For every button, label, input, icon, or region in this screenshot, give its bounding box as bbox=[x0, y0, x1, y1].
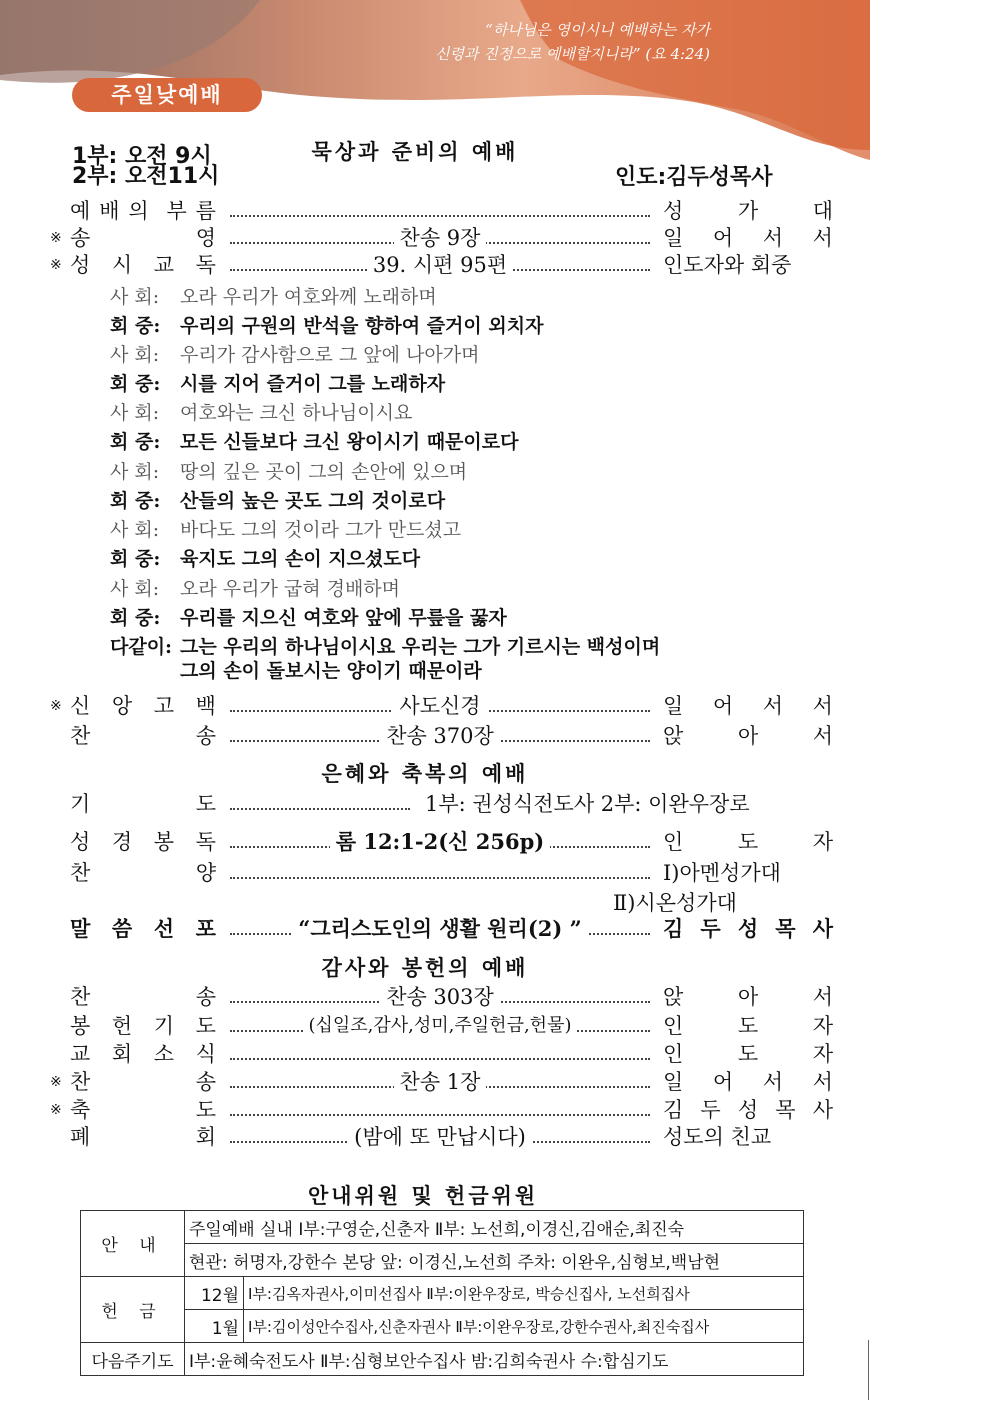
month-1: 12월 bbox=[185, 1277, 244, 1310]
row-middle: 찬송 1장 bbox=[230, 1068, 650, 1096]
guide-row1: 주일예배 실내 Ⅰ부:구영순,신춘자 Ⅱ부: 노선희,이경신,김애순,최진숙 bbox=[185, 1211, 804, 1244]
responsive-line: 다같이: 그는 우리의 하나님이시요 우리는 그가 기르시는 백성이며 bbox=[110, 636, 661, 658]
row-label: 교 회 소 식 bbox=[70, 1042, 216, 1066]
stand-mark: ※ bbox=[50, 230, 62, 246]
row-label: 폐 회 bbox=[70, 1125, 216, 1149]
responsive-line: 회 중: 우리를 지으신 여호와 앞에 무릎을 꿇자 bbox=[110, 607, 507, 629]
order-row-hymn1 bbox=[50, 224, 833, 252]
row-right: 김 두 성 목 사 bbox=[663, 916, 833, 941]
order-row-anthem bbox=[50, 859, 790, 887]
dot-leader bbox=[230, 1096, 650, 1116]
service-time-first: 1부: 오전 9시 bbox=[72, 144, 212, 169]
row-middle: 찬송 9장 bbox=[230, 224, 650, 252]
row-label: 찬 송 bbox=[70, 985, 216, 1009]
row-label: 성 경 봉 독 bbox=[70, 830, 216, 854]
row-label: 찬 송 bbox=[70, 724, 216, 748]
row-right: 성 가 대 bbox=[663, 199, 833, 223]
row-label: 성 시 교 독 bbox=[70, 253, 216, 277]
responsive-line: 사 회: 오라 우리가 굽혀 경배하며 bbox=[110, 578, 401, 600]
table-row bbox=[81, 1310, 804, 1343]
order-row-offering bbox=[50, 1012, 833, 1040]
stand-mark: ※ bbox=[50, 1102, 62, 1118]
responsive-line: 회 중: 산들의 높은 곳도 그의 것이로다 bbox=[110, 490, 446, 512]
row-label: 신 앙 고 백 bbox=[70, 694, 216, 718]
table-row bbox=[81, 1244, 804, 1277]
row-middle: (밤에 또 만납시다) bbox=[230, 1123, 650, 1151]
row-middle: 1부: 권성식전도사 2부: 이완우장로 bbox=[425, 792, 750, 816]
responsive-line: 사 회: 오라 우리가 여호와께 노래하며 bbox=[110, 286, 437, 308]
bible-quote-line2: 신령과 진정으로 예배할지니라” (요 4:24) bbox=[435, 45, 710, 63]
responsive-line: 회 중: 우리의 구원의 반석을 향하여 즐거이 외치자 bbox=[110, 315, 544, 337]
service-leader: 인도:김두성목사 bbox=[615, 165, 773, 190]
page-edge-line bbox=[868, 1340, 869, 1400]
row-middle: 사도신경 bbox=[230, 692, 650, 720]
responsive-line: 사 회: 우리가 감사함으로 그 앞에 나아가며 bbox=[110, 344, 480, 366]
guide-row2: 현관: 허명자,강한수 본당 앞: 이경신,노선희 주차: 이완우,심형보,백남현 bbox=[185, 1244, 804, 1277]
row-label: 봉 헌 기 도 bbox=[70, 1014, 216, 1038]
committee-table bbox=[80, 1210, 804, 1376]
order-row-creed bbox=[50, 692, 833, 720]
month-1-text: Ⅰ부:김옥자권사,이미선집사 Ⅱ부:이완우장로, 박승신집사, 노선희집사 bbox=[244, 1277, 804, 1310]
order-row-news bbox=[50, 1040, 833, 1068]
order-row-blessing bbox=[50, 1096, 833, 1124]
row-middle: 39. 시편 95편 bbox=[230, 251, 650, 279]
row-label: 말 씀 선 포 bbox=[70, 916, 216, 941]
month-2: 1월 bbox=[185, 1310, 244, 1343]
stand-mark: ※ bbox=[50, 698, 62, 714]
stand-mark: ※ bbox=[50, 1074, 62, 1090]
order-row-hymn3 bbox=[50, 983, 833, 1011]
row-label: 찬 송 bbox=[70, 1070, 216, 1094]
row-label: 축 도 bbox=[70, 1098, 216, 1122]
row-right: 일 어 서 서 bbox=[663, 694, 833, 718]
section-title-3: 감사와 봉헌의 예배 bbox=[321, 956, 529, 980]
guide-label: 안 내 bbox=[81, 1211, 185, 1277]
anthem-choir-2: Ⅱ)시온성가대 bbox=[613, 891, 737, 915]
row-middle: 롬 12:1-2(신 256p) bbox=[230, 828, 650, 856]
row-middle: 찬송 303장 bbox=[230, 983, 650, 1011]
row-right: 성도의 친교 bbox=[663, 1125, 772, 1149]
responsive-line: 회 중: 시를 지어 즐거이 그를 노래하자 bbox=[110, 373, 446, 395]
stand-mark: ※ bbox=[50, 257, 62, 273]
order-row-closing bbox=[50, 1123, 790, 1151]
row-middle: “그리스도인의 생활 원리(2) ” bbox=[230, 915, 650, 943]
row-right: Ⅰ)아멘성가대 bbox=[663, 861, 781, 885]
dot-leader bbox=[230, 197, 650, 217]
responsive-line: 사 회: 여호와는 크신 하나님이시요 bbox=[110, 402, 413, 424]
section-title-1: 묵상과 준비의 예배 bbox=[311, 140, 519, 164]
prayer-text: Ⅰ부:윤혜숙전도사 Ⅱ부:심형보안수집사 밤:김희숙권사 수:합심기도 bbox=[185, 1343, 804, 1376]
row-middle: 찬송 370장 bbox=[230, 722, 650, 750]
row-right: 앉 아 서 bbox=[663, 985, 833, 1009]
row-label: 찬 양 bbox=[70, 861, 216, 885]
order-row-sermon bbox=[50, 915, 833, 943]
row-label: 기 도 bbox=[70, 792, 216, 816]
dot-leader bbox=[230, 859, 650, 879]
month-2-text: Ⅰ부:김이성안수집사,신춘자권사 Ⅱ부:이완우장로,강한수권사,최진숙집사 bbox=[244, 1310, 804, 1343]
table-row bbox=[81, 1277, 804, 1310]
order-row-call bbox=[50, 197, 833, 225]
row-right: 인 도 자 bbox=[663, 1042, 833, 1066]
row-right: 인 도 자 bbox=[663, 830, 833, 854]
offering-label: 헌 금 bbox=[81, 1277, 185, 1343]
worship-badge: 주일낮예배 bbox=[72, 78, 262, 112]
responsive-line: 사 회: 바다도 그의 것이라 그가 만드셨고 bbox=[110, 519, 462, 541]
table-row bbox=[81, 1211, 804, 1244]
section-title-2: 은혜와 축복의 예배 bbox=[321, 762, 529, 786]
row-middle: (십일조,감사,성미,주일헌금,헌물) bbox=[230, 1012, 650, 1040]
responsive-line: 회 중: 육지도 그의 손이 지으셨도다 bbox=[110, 548, 421, 570]
responsive-line: 회 중: 모든 신들보다 크신 왕이시기 때문이로다 bbox=[110, 431, 519, 453]
row-right: 일 어 서 서 bbox=[663, 1070, 833, 1094]
order-row-scripture bbox=[50, 828, 833, 856]
responsive-line: 사 회: 땅의 깊은 곳이 그의 손안에 있으며 bbox=[110, 461, 468, 483]
row-right: 인 도 자 bbox=[663, 1014, 833, 1038]
responsive-line: 그의 손이 돌보시는 양이기 때문이라 bbox=[180, 660, 482, 682]
table-row bbox=[81, 1343, 804, 1376]
row-right: 인도자와 회중 bbox=[663, 253, 792, 277]
row-right: 일 어 서 서 bbox=[663, 226, 833, 250]
row-right: 앉 아 서 bbox=[663, 724, 833, 748]
bible-quote-line1: “하나님은 영이시니 예배하는 자가 bbox=[485, 21, 710, 39]
committee-title: 안내위원 및 헌금위원 bbox=[308, 1184, 539, 1208]
row-label: 예 배 의 부 름 bbox=[70, 199, 216, 223]
order-row-hymn2 bbox=[50, 722, 833, 750]
order-row-prayer bbox=[50, 790, 790, 818]
order-row-reading bbox=[50, 251, 790, 279]
row-right: 김 두 성 목 사 bbox=[663, 1098, 833, 1122]
row-label: 송 영 bbox=[70, 226, 216, 250]
dot-leader bbox=[230, 1040, 650, 1060]
dot-leader bbox=[230, 790, 410, 810]
order-row-hymn4 bbox=[50, 1068, 833, 1096]
service-time-second: 2부: 오전11시 bbox=[72, 164, 220, 189]
prayer-label: 다음주기도 bbox=[81, 1343, 185, 1376]
